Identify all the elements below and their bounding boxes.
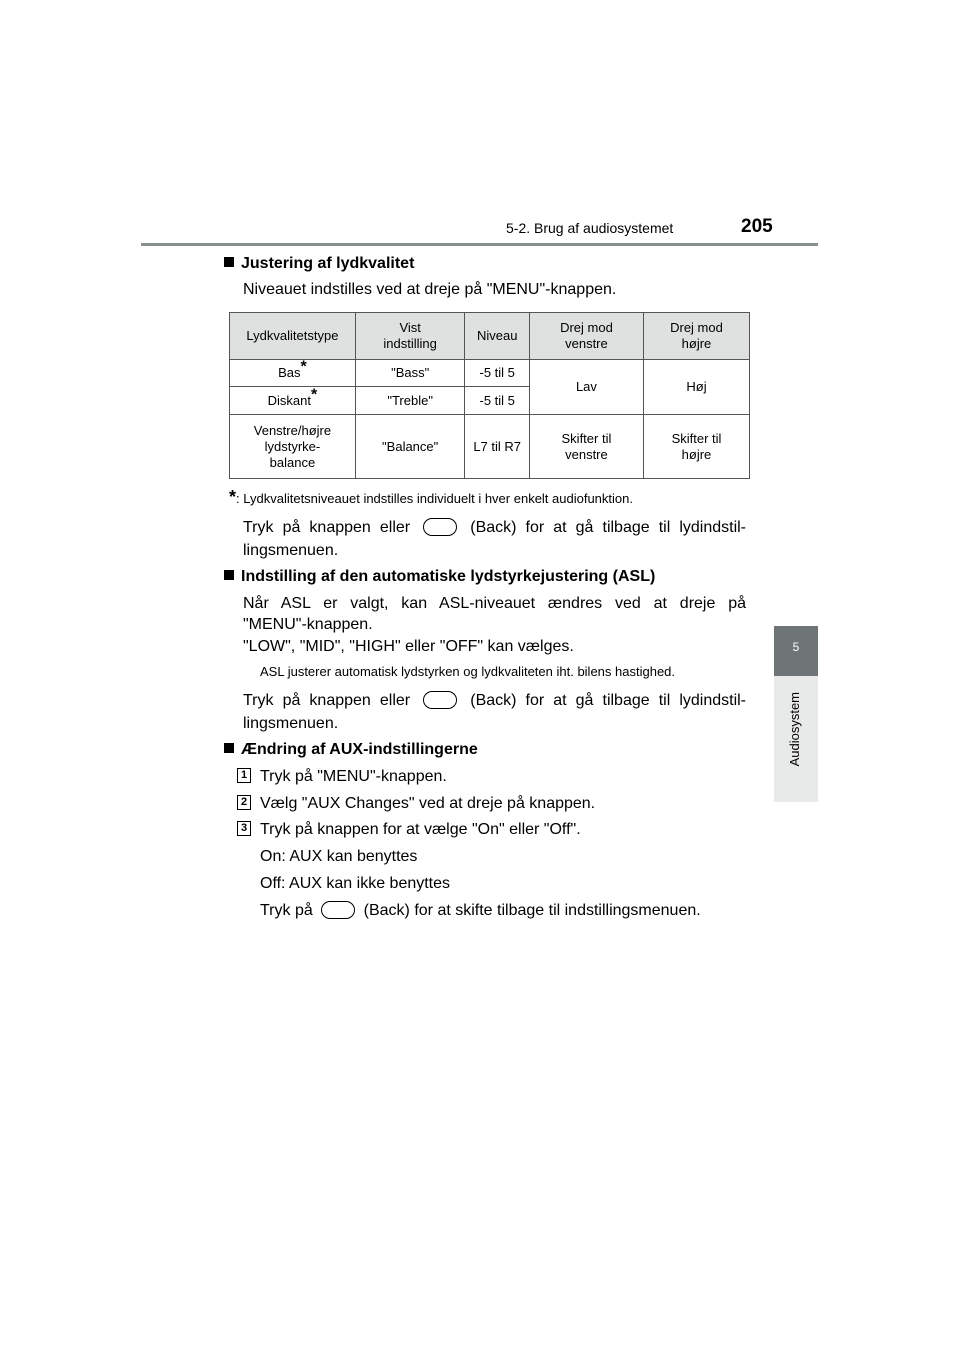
sound-quality-intro: Niveauet indstilles ved at dreje på "MENU"-knappen. <box>243 281 617 298</box>
back-button-icon <box>321 901 355 919</box>
table-header: Vist indstilling <box>355 313 465 360</box>
step-number: 2 <box>237 795 251 810</box>
square-bullet-icon <box>224 257 234 267</box>
aux-back-instruction <box>260 900 701 922</box>
table-cell: Venstre/højre lydstyrke-balance <box>230 415 356 479</box>
table-cell <box>230 360 356 387</box>
back-text: Tryk på knappen eller <box>243 692 411 709</box>
aux-heading <box>224 741 478 759</box>
chapter-number: 5 <box>792 640 800 654</box>
table-cell: Skifter til venstre <box>529 415 643 479</box>
back-instruction-cont: lingsmenuen. <box>243 715 339 732</box>
back-text: (Back) for at skifte tilbage til indstillingsmenuen. <box>363 902 701 919</box>
table-header: Lydkvalitetstype <box>230 313 356 360</box>
back-instruction-cont: lingsmenuen. <box>243 542 339 559</box>
sound-quality-heading <box>224 255 414 273</box>
page-number: 205 <box>741 216 773 237</box>
sound-quality-heading-text: Justering af lydkvalitet <box>241 255 415 272</box>
back-instruction <box>243 517 746 539</box>
step-number: 1 <box>237 768 251 783</box>
table-header: Drej mod højre <box>643 313 749 360</box>
aux-on-text: On: AUX kan benyttes <box>260 848 418 865</box>
sound-quality-table <box>229 312 750 479</box>
table-header-row <box>230 313 750 360</box>
table-row <box>230 360 750 387</box>
table-cell: L7 til R7 <box>465 415 529 479</box>
table-header: Drej mod venstre <box>529 313 643 360</box>
section-title: 5-2. Brug af audiosystemet <box>506 220 674 236</box>
footnote-marker: * <box>229 487 237 507</box>
asl-heading <box>224 568 655 586</box>
footnote-marker: * <box>310 386 318 404</box>
aux-off-text: Off: AUX kan ikke benyttes <box>260 875 451 892</box>
back-text: (Back) for at gå tilbage til lydindstil- <box>470 519 747 536</box>
table-footnote <box>229 487 633 508</box>
table-cell: "Bass" <box>355 360 465 387</box>
back-button-icon <box>423 518 457 536</box>
table-row <box>230 415 750 479</box>
footnote-marker: * <box>300 358 307 376</box>
step-text: Vælg "AUX Changes" ved at dreje på knappen. <box>260 795 596 812</box>
step-text: Tryk på knappen for at vælge "On" eller "Off". <box>260 821 581 838</box>
back-button-icon <box>423 691 457 709</box>
table-cell: -5 til 5 <box>465 387 529 415</box>
table-header: Niveau <box>465 313 529 360</box>
footnote-text: : Lydkvalitetsniveauet indstilles individuelt i hver enkelt audiofunktion. <box>236 491 633 506</box>
square-bullet-icon <box>224 743 234 753</box>
asl-note: ASL justerer automatisk lydstyrken og lydkvaliteten iht. bilens hastighed. <box>260 664 676 679</box>
table-cell: "Balance" <box>355 415 465 479</box>
table-cell: Lav <box>529 360 643 415</box>
asl-heading-text: Indstilling af den automatiske lydstyrkejustering (ASL) <box>241 568 656 585</box>
table-cell <box>230 387 356 415</box>
asl-text-line: "MENU"-knappen. <box>243 616 373 633</box>
back-instruction <box>243 690 746 712</box>
asl-text-line: Når ASL er valgt, kan ASL-niveauet ændres ved at dreje på <box>243 595 746 612</box>
row-type-treble: Diskant <box>267 392 311 408</box>
header-divider <box>141 243 818 246</box>
table-cell: Høj <box>643 360 749 415</box>
back-text: Tryk på <box>260 902 313 919</box>
asl-text-line: "LOW", "MID", "HIGH" eller "OFF" kan vælges. <box>243 638 574 655</box>
step-number: 3 <box>237 821 251 836</box>
row-type-bass: Bas <box>278 365 301 380</box>
table-cell: Skifter til højre <box>643 415 749 479</box>
back-text: (Back) for at gå tilbage til lydindstil- <box>470 692 747 709</box>
chapter-label: Audiosystem <box>787 692 802 767</box>
table-cell: -5 til 5 <box>465 360 529 387</box>
square-bullet-icon <box>224 570 234 580</box>
table-cell: "Treble" <box>355 387 465 415</box>
step-text: Tryk på "MENU"-knappen. <box>260 768 447 785</box>
back-text: Tryk på knappen eller <box>243 519 411 536</box>
aux-heading-text: Ændring af AUX-indstillingerne <box>241 741 478 758</box>
